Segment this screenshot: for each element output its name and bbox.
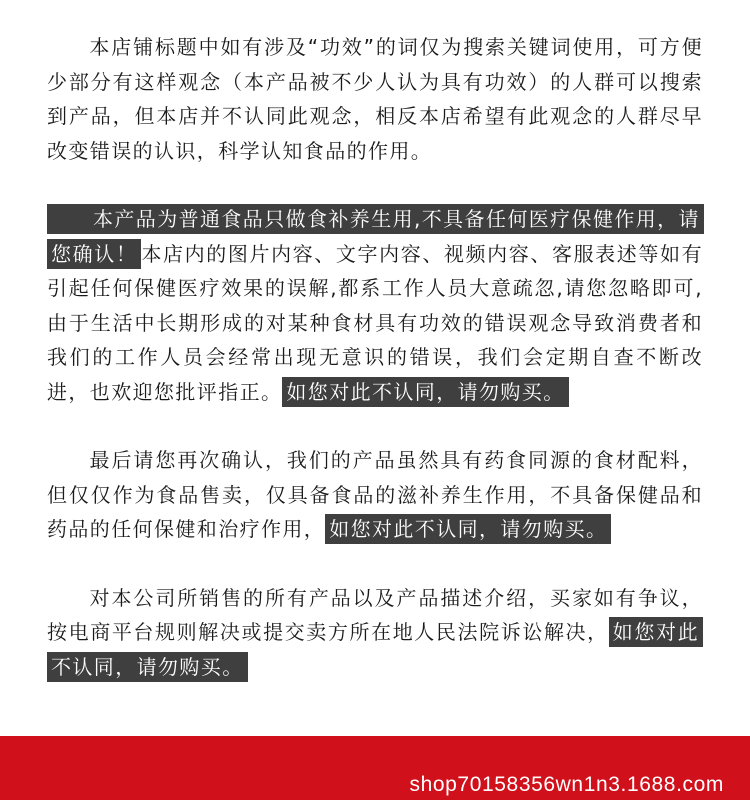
highlight-do-not-buy: 如您对此不认同，请勿购买。 [47, 617, 703, 682]
highlight-do-not-buy: 如您对此不认同，请勿购买。 [325, 514, 611, 544]
footer-banner [0, 736, 750, 800]
shop-url-watermark: shop70158356wn1n3.1688.com [409, 773, 724, 796]
paragraph-keyword-notice [47, 30, 703, 168]
paragraph-text: 对本公司所销售的所有产品以及产品描述介绍，买家如有争议，按电商平台规则解决或提交卖方所在地人民法院诉讼解决， [47, 585, 703, 644]
paragraph-final-confirmation [47, 443, 703, 547]
paragraph-dispute-resolution [47, 581, 703, 685]
paragraph-text: 最后请您再次确认，我们的产品虽然具有药食同源的食材配料，但仅仅作为食品售卖，仅具备食品的滋补养生作用，不具备保健品和药品的任何保健和治疗作用， [47, 448, 703, 541]
paragraph-text: 本店内的图片内容、文字内容、视频内容、客服表述等如有引起任何保健医疗效果的误解,都系工作人员大意疏忽,请您忽略即可,由于生活中长期形成的对某种食材具有功效的错误观念导致消费者和我们的工作人员会经常出现无意识的错误，我们会定期自查不断改进，也欢迎您批评指正。 [47, 241, 703, 404]
paragraph-food-notice [47, 202, 703, 409]
paragraph-text: 本店铺标题中如有涉及“功效”的词仅为搜索关键词使用，可方便少部分有这样观念（本产品被不少人认为具有功效）的人群可以搜索到产品，但本店并不认同此观念，相反本店希望有此观念的人群尽早改变错误的认识，科学认知食品的作用。 [47, 35, 703, 163]
highlight-food-statement: 本产品为普通食品只做食补养生用,不具备任何医疗保健作用，请您确认！ [47, 204, 704, 269]
highlight-do-not-buy: 如您对此不认同，请勿购买。 [282, 377, 568, 407]
disclaimer-content [47, 30, 703, 684]
